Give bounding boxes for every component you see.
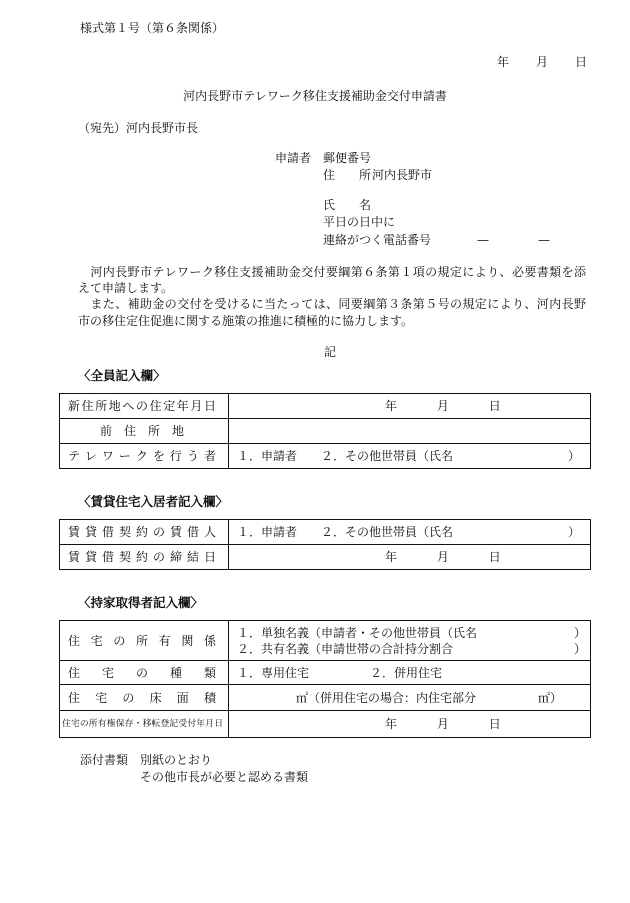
lessee-options: １．申請者 ２．その他世帯員（氏名 xyxy=(237,525,454,539)
contract-date-placeholder: 年 月 日 xyxy=(385,550,507,564)
table-row xyxy=(60,520,591,545)
house-type-cell xyxy=(229,661,591,685)
section-heading-owned: 〈持家取得者記入欄〉 xyxy=(78,595,204,610)
label-cell xyxy=(60,419,229,444)
all-applicants-table xyxy=(59,393,591,469)
attachments-label: 添付書類 xyxy=(80,753,129,767)
teleworker-options: １．申請者 ２．その他世帯員（氏名 xyxy=(237,449,454,463)
contract-date-cell xyxy=(229,545,591,570)
previous-address-cell xyxy=(229,419,591,444)
value-wrapper xyxy=(229,717,590,731)
table-row xyxy=(60,711,591,738)
move-in-date-placeholder: 年 月 日 xyxy=(385,399,507,413)
teleworker-cell xyxy=(229,444,591,469)
label-cell xyxy=(60,685,229,711)
lessee-label: 賃貸借契約の賃借人 xyxy=(68,525,216,539)
table-row xyxy=(60,621,591,661)
ownership-label: 住宅の所有関係 xyxy=(68,633,216,648)
addressee: （宛先）河内長野市長 xyxy=(78,121,199,135)
close-paren: ） xyxy=(574,641,587,656)
attachment-item: その他市長が必要と認める書類 xyxy=(140,770,309,784)
rental-housing-table xyxy=(59,519,591,570)
label-cell xyxy=(60,711,229,738)
teleworker-label: テレワークを行う者 xyxy=(68,449,216,463)
table-row xyxy=(60,661,591,685)
floor-area-cell xyxy=(229,685,591,711)
move-in-date-label: 新住所地への住定年月日 xyxy=(68,399,216,413)
label-cell xyxy=(60,394,229,419)
phone-label-line-2: 連絡がつく電話番号 xyxy=(323,233,432,247)
house-type-label: 住宅の種類 xyxy=(68,665,216,680)
name-label: 氏 名 xyxy=(323,198,372,212)
ownership-option-shared xyxy=(229,641,590,657)
paragraph-1-line-2: えて申請します。 xyxy=(78,281,174,295)
ownership-option-single xyxy=(229,625,590,641)
address-prefilled-city: 河内長野市 xyxy=(372,168,433,182)
phone-separator-1: — xyxy=(477,233,489,247)
contract-date-label: 賃貸借契約の締結日 xyxy=(68,550,216,564)
applicant-label: 申請者 xyxy=(275,151,312,165)
section-heading-rental: 〈賃貸住宅入居者記入欄〉 xyxy=(78,494,229,509)
value-wrapper xyxy=(229,691,590,705)
floor-area-label: 住宅の床面積 xyxy=(68,690,216,705)
value-wrapper xyxy=(229,550,590,564)
form-number: 様式第１号（第６条関係） xyxy=(80,21,225,35)
move-in-date-cell xyxy=(229,394,591,419)
application-date: 年 月 日 xyxy=(497,55,589,69)
table-row xyxy=(60,545,591,570)
registration-date-label: 住宅の所有権保存・移転登記受付年月日 xyxy=(62,718,223,729)
close-paren: ） xyxy=(568,449,581,463)
paragraph-1-line-1: 河内長野市テレワーク移住支援補助金交付要綱第６条第１項の規定により、必要書類を添 xyxy=(78,265,586,279)
ownership-option-shared-text: ２．共有名義（申請世帯の合計持分割合 xyxy=(237,641,454,656)
address-label: 住 所 xyxy=(323,168,372,182)
label-cell xyxy=(60,444,229,469)
attachment-item: 別紙のとおり xyxy=(140,753,213,767)
paragraph-2-line-2: 市の移住定住促進に関する施策の推進に積極的に協力します。 xyxy=(78,314,414,328)
value-wrapper xyxy=(229,399,590,413)
table-row xyxy=(60,444,591,469)
house-type-option-dedicated: １．専用住宅 xyxy=(237,665,310,680)
section-heading-all: 〈全員記入欄〉 xyxy=(78,368,166,383)
phone-separator-2: — xyxy=(538,233,550,247)
label-cell xyxy=(60,661,229,685)
value-wrapper xyxy=(229,525,590,539)
ownership-cell xyxy=(229,621,591,661)
floor-area-text: ㎡（併用住宅の場合：内住宅部分 xyxy=(296,690,477,705)
owned-housing-table xyxy=(59,620,591,738)
lessee-cell xyxy=(229,520,591,545)
house-type-option-mixed: ２．併用住宅 xyxy=(370,665,443,680)
ownership-option-single-text: １．単独名義（申請者・その他世帯員（氏名 xyxy=(237,625,478,640)
close-paren: ） xyxy=(568,525,581,539)
label-cell xyxy=(60,520,229,545)
postal-code-label: 郵便番号 xyxy=(323,151,372,165)
table-row xyxy=(60,685,591,711)
phone-label-line-1: 平日の日中に xyxy=(323,215,396,229)
table-row xyxy=(60,419,591,444)
label-cell xyxy=(60,621,229,661)
value-wrapper xyxy=(229,666,590,680)
registration-date-cell xyxy=(229,711,591,738)
label-cell xyxy=(60,545,229,570)
registration-date-placeholder: 年 月 日 xyxy=(385,717,507,731)
floor-area-unit-close: ㎡） xyxy=(538,690,563,705)
ki-label: 記 xyxy=(324,345,337,359)
close-paren: ） xyxy=(574,625,587,640)
value-wrapper xyxy=(229,449,590,463)
table-row xyxy=(60,394,591,419)
form-title: 河内長野市テレワーク移住支援補助金交付申請書 xyxy=(183,89,447,103)
paragraph-2-line-1: また、補助金の交付を受けるに当たっては、同要綱第３条第５号の規定により、河内長野 xyxy=(78,297,586,311)
previous-address-label: 前 住 所 地 xyxy=(99,424,184,438)
